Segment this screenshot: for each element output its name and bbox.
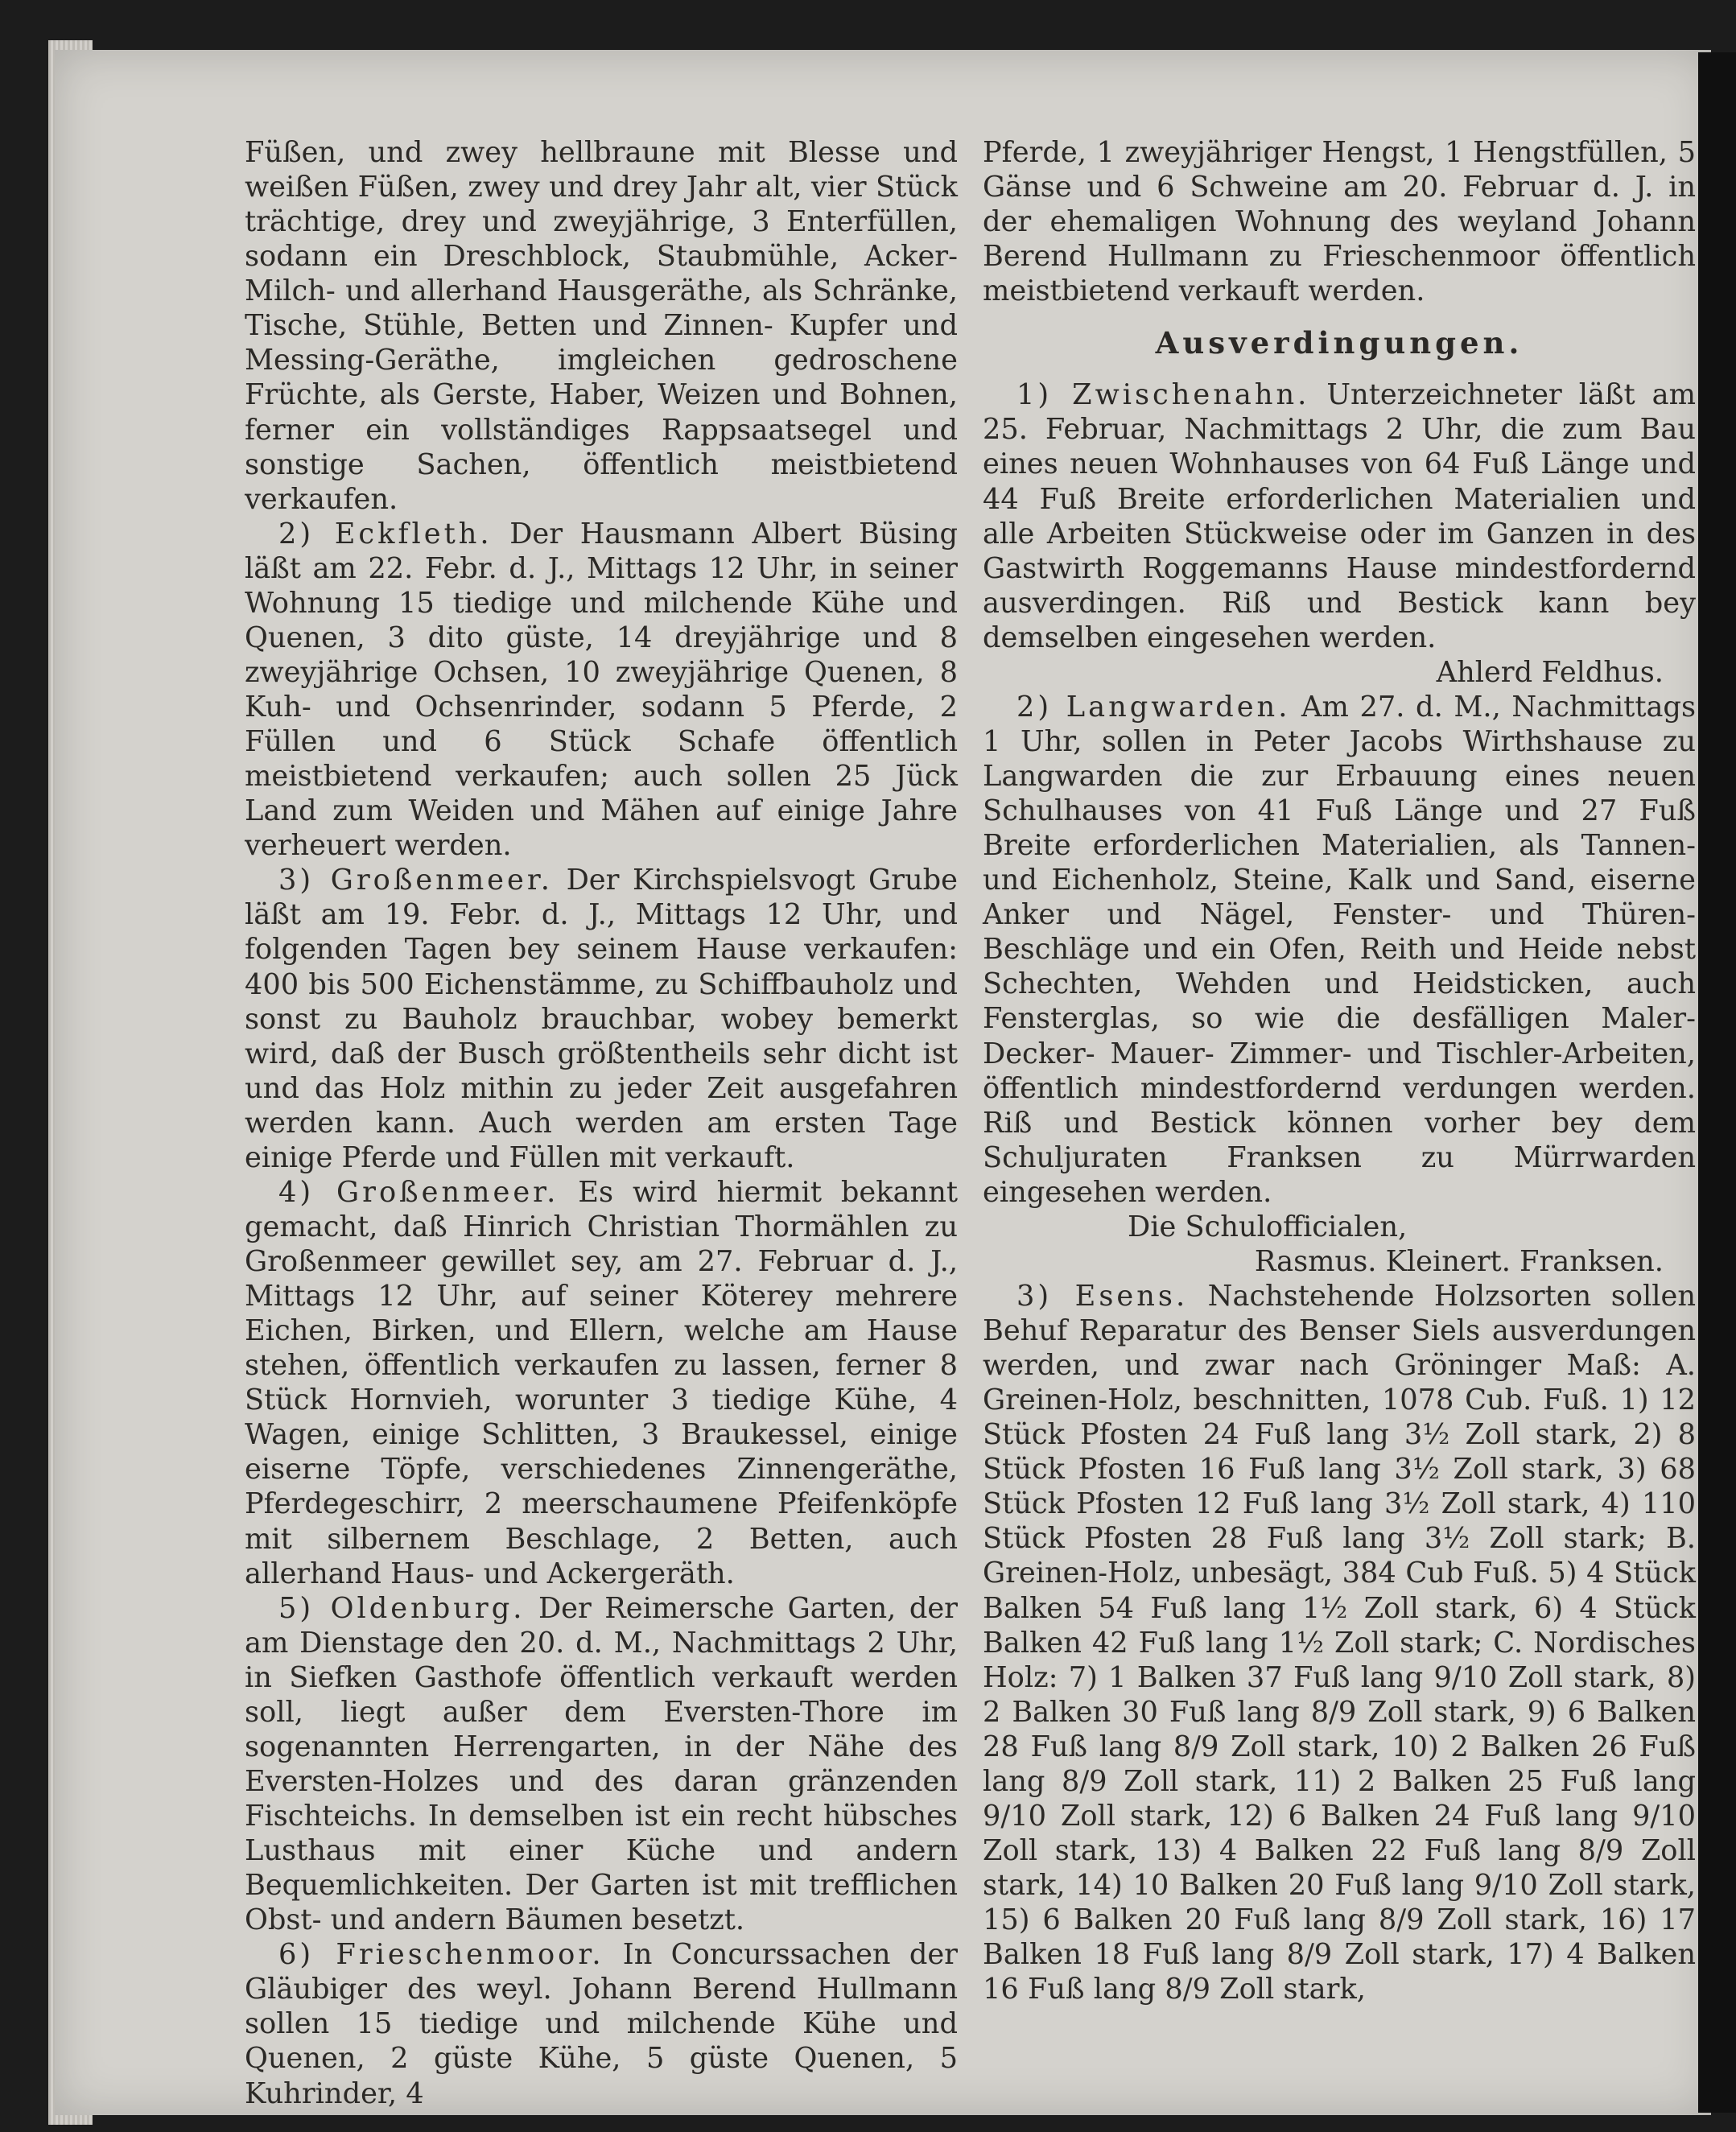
intro-paragraph: Füßen, und zwey hellbraune mit Blesse und weißen Füßen, zwey und drey Jahr alt, vier Stück trächtige, drey und zweyjährige, 3 Enterfüllen, sodann ein Dreschblock, Staubmühle, Acker- Milch- und allerhand Hausgeräthe, als Schränke, Tische, Stühle, Betten und Zinnen- Kupfer und Messing-Geräthe, imgleichen gedroschene Früchte, als Gerste, Haber, Weizen und Bohnen, ferner ein vollständiges Rappsaatsegel und sonstige Sachen, öffentlich meistbietend verkaufen. bbox=[245, 136, 958, 516]
place-name: 4) Großenmeer. bbox=[278, 1175, 559, 1209]
notice-text: Nachstehende Holzsorten sollen Behuf Reparatur des Benser Siels ausverdungen werden, und zwar nach Gröninger Maß: A. Greinen-Holz, beschnitten, 1078 Cub. Fuß. 1) 12 Stück Pfosten 24 Fuß lang 3½ Zoll stark, 2) 8 Stück Pfosten 16 Fuß lang 3½ Zoll stark, 3) 68 Stück Pfosten 12 Fuß lang 3½ Zoll stark, 4) 110 Stück Pfosten 28 Fuß lang 3½ Zoll stark; B. Greinen-Holz, unbesägt, 384 Cub Fuß. 5) 4 Stück Balken 54 Fuß lang 1½ Zoll stark, 6) 4 Stück Balken 42 Fuß lang 1½ Zoll stark; C. Nordisches Holz: 7) 1 Balken 37 Fuß lang 9/10 Zoll stark, 8) 2 Balken 30 Fuß lang 8/9 Zoll stark, 9) 6 Balken 28 Fuß lang 8/9 Zoll stark, 10) 2 Balken 26 Fuß lang 8/9 Zoll stark, 11) 2 Balken 25 Fuß lang 9/10 Zoll stark, 12) 6 Balken 24 Fuß lang 9/10 Zoll stark, 13) 4 Balken 22 Fuß lang 8/9 Zoll stark, 14) 10 Balken 20 Fuß lang 9/10 Zoll stark, 15) 6 Balken 20 Fuß lang 8/9 Zoll stark, 16) 17 Balken 18 Fuß lang 8/9 Zoll stark, 17) 4 Balken 16 Fuß lang 8/9 Zoll stark, bbox=[983, 1279, 1696, 2006]
section-heading: Ausverdingungen. bbox=[1155, 325, 1524, 361]
notice-frieschenmoor bbox=[245, 1937, 958, 2110]
notice-oldenburg bbox=[245, 1591, 958, 1938]
place-name: 5) Oldenburg. bbox=[278, 1591, 526, 1625]
notice-langwarden bbox=[983, 690, 1696, 1210]
place-name: 1) Zwischenahn. bbox=[1016, 378, 1310, 412]
notice-text: Es wird hiermit bekannt gemacht, daß Hinrich Christian Thormählen zu Großenmeer gewillet sey, am 27. Februar d. J., Mittags 12 Uhr, auf seiner Köterey mehrere Eichen, Birken, und Ellern, welche am Hause stehen, öffentlich verkaufen zu lassen, ferner 8 Stück Hornvieh, worunter 3 tiedige Kühe, 4 Wagen, einige Schlitten, 3 Braukessel, einige eiserne Töpfe, verschiedenes Zinnengeräthe, Pferdegeschirr, 2 meerschaumene Pfeifenköpfe mit silbernem Beschlage, 2 Betten, auch allerhand Haus- und Ackergeräth. bbox=[245, 1175, 959, 1590]
notice-text: Der Hausmann Albert Büsing läßt am 22. Febr. d. J., Mittags 12 Uhr, in seiner Wohnung 15 tiedige und milchende Kühe und Quenen, 3 dito güste, 14 dreyjährige und 8 zweyjährige Ochsen, 10 zweyjährige Quenen, 8 Kuh- und Ochsenrinder, sodann 5 Pferde, 2 Füllen und 6 Stück Schafe öffentlich meistbietend verkaufen; auch sollen 25 Jück Land zum Weiden und Mähen auf einige Jahre verheuert werden. bbox=[245, 517, 959, 863]
place-name: 6) Frieschenmoor. bbox=[278, 1938, 604, 1972]
place-name: 2) Langwarden. bbox=[1016, 690, 1291, 724]
notice-esens bbox=[983, 1279, 1696, 2006]
notice-text: Unterzeichneter läßt am 25. Februar, Nachmittags 2 Uhr, die zum Bau eines neuen Wohnhauses von 64 Fuß Länge und 44 Fuß Breite erforderlichen Materialien und alle Arbeiten Stückweise oder im Ganzen in des Gastwirth Roggemanns Hause mindestfordernd ausverdingen. Riß und Bestick kann bey demselben eingesehen werden. bbox=[983, 378, 1697, 654]
signers-names: Rasmus. Kleinert. Franksen. bbox=[1254, 1244, 1664, 1278]
place-name: 2) Eckfleth. bbox=[278, 517, 493, 551]
notice-text: In Concurssachen der Gläubiger des weyl. Johann Berend Hullmann sollen 15 tiedige und milchende Kühe und Quenen, 2 güste Kühe, 5 güste Quenen, 5 Kuhrinder, 4 bbox=[245, 1938, 959, 2110]
signers-heading: Die Schulofficialen, bbox=[1128, 1210, 1408, 1243]
notice-eckfleth bbox=[245, 517, 958, 864]
scan-background-edge bbox=[1698, 52, 1736, 2113]
place-name: 3) Esens. bbox=[1016, 1279, 1189, 1313]
notice-grossenmeer-2 bbox=[245, 1175, 958, 1591]
notice-text: Am 27. d. M., Nachmittags 1 Uhr, sollen in Peter Jacobs Wirthshause zu Langwarden die zur Erbauung eines neuen Schulhauses von 41 Fuß Länge und 27 Fuß Breite erforderlichen Materialien, als Tannen- und Eichenholz, Steine, Kalk und Sand, eiserne Anker und Nägel, Fenster- und Thüren-Beschläge und ein Ofen, Reith und Heide nebst Schechten, Wehden und Heidsticken, auch Fensterglas, so wie die desfälligen Maler- Decker- Mauer- Zimmer- und Tischler-Arbeiten, öffentlich mindestfordernd verdungen werden. Riß und Bestick können vorher bey dem Schuljuraten Franksen zu Mürrwarden eingesehen werden. bbox=[983, 690, 1697, 1209]
right-column bbox=[983, 135, 1696, 2006]
notice-zwischenahn bbox=[983, 377, 1696, 655]
notice-text: Der Reimersche Garten, der am Dienstage den 20. d. M., Nachmittags 2 Uhr, in Siefken Gasthofe öffentlich verkauft werden soll, liegt außer dem Eversten-Thore im sogenannten Herrengarten, in der Nähe des Eversten-Holzes und des daran gränzenden Fischteichs. In demselben ist ein recht hübsches Lusthaus mit einer Küche und andern Bequemlichkeiten. Der Garten ist mit trefflichen Obst- und andern Bäumen besetzt. bbox=[245, 1591, 958, 1937]
notice-text: Der Kirchspielsvogt Grube läßt am 19. Febr. d. J., Mittags 12 Uhr, und folgenden Tagen bey seinem Hause verkaufen: 400 bis 500 Eichenstämme, zu Schiffbauholz und sonst zu Bauholz brauchbar, wobey bemerkt wird, daß der Busch größtentheils sehr dicht ist und das Holz mithin zu jeder Zeit ausgefahren werden kann. Auch werden am ersten Tage einige Pferde und Füllen mit verkauft. bbox=[245, 864, 958, 1174]
left-column bbox=[245, 135, 958, 2111]
signature: Ahlerd Feldhus. bbox=[1436, 655, 1664, 689]
continuation-paragraph: Pferde, 1 zweyjähriger Hengst, 1 Hengstfüllen, 5 Gänse und 6 Schweine am 20. Februar d. J. in der ehemaligen Wohnung des weyland Johann Berend Hullmann zu Frieschenmoor öffentlich meistbietend verkauft werden. bbox=[983, 136, 1696, 308]
place-name: 3) Großenmeer. bbox=[278, 864, 553, 897]
notice-grossenmeer-1 bbox=[245, 863, 958, 1175]
